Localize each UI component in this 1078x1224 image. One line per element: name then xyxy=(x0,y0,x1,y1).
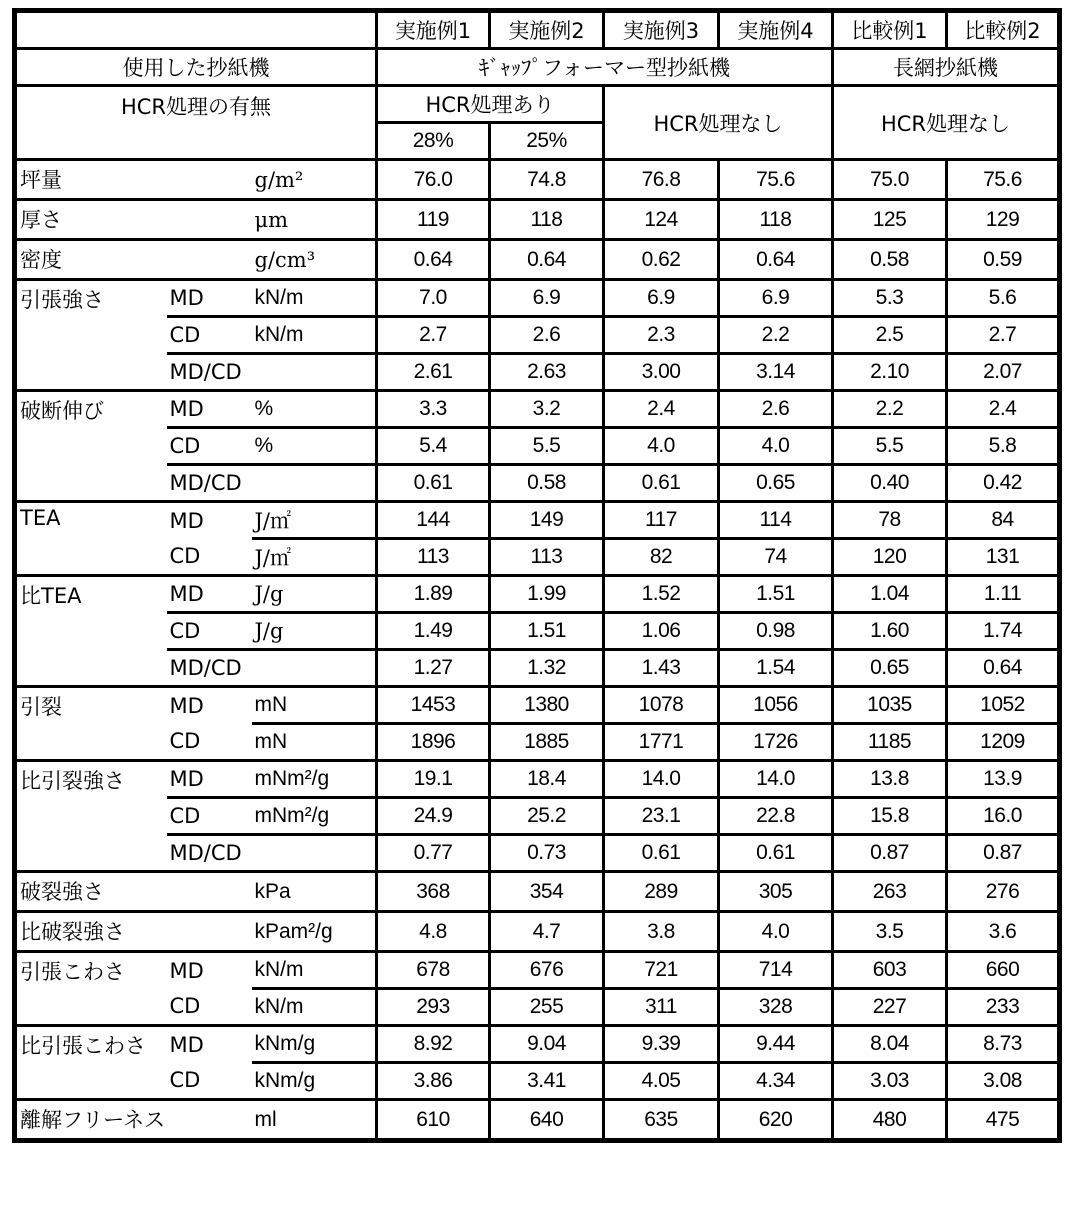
table-row xyxy=(15,576,1060,613)
value-cell: 6.9 xyxy=(719,280,833,317)
value-cell: 76.8 xyxy=(604,160,719,200)
value-cell: 0.62 xyxy=(604,240,719,280)
table-row xyxy=(15,872,1060,912)
value-cell: 263 xyxy=(833,872,947,912)
value-cell: 1.06 xyxy=(604,613,719,650)
value-cell: 8.04 xyxy=(833,1026,947,1063)
table-row xyxy=(15,912,1060,952)
value-cell: 1209 xyxy=(947,724,1060,761)
value-cell: 84 xyxy=(947,502,1060,539)
value-cell: 305 xyxy=(719,872,833,912)
value-cell: 1185 xyxy=(833,724,947,761)
value-cell: 75.0 xyxy=(833,160,947,200)
value-cell: 14.0 xyxy=(604,761,719,798)
table-row xyxy=(15,761,1060,798)
value-cell: 1.11 xyxy=(947,576,1060,613)
value-cell: 3.6 xyxy=(947,912,1060,952)
column-header: 実施例3 xyxy=(604,11,719,49)
value-cell: 3.5 xyxy=(833,912,947,952)
value-cell: 9.39 xyxy=(604,1026,719,1063)
property-label: 厚さ xyxy=(15,200,167,240)
direction-label: CD xyxy=(167,613,252,650)
value-cell: 18.4 xyxy=(490,761,604,798)
value-cell: 5.3 xyxy=(833,280,947,317)
value-cell: 129 xyxy=(947,200,1060,240)
value-cell: 714 xyxy=(719,952,833,989)
value-cell: 635 xyxy=(604,1100,719,1141)
value-cell: 1.43 xyxy=(604,650,719,687)
value-cell: 1.52 xyxy=(604,576,719,613)
direction-label: MD xyxy=(167,502,252,539)
value-cell: 255 xyxy=(490,989,604,1026)
value-cell: 82 xyxy=(604,539,719,576)
value-cell: 149 xyxy=(490,502,604,539)
value-cell: 1453 xyxy=(377,687,490,724)
value-cell: 15.8 xyxy=(833,798,947,835)
value-cell: 5.6 xyxy=(947,280,1060,317)
unit-label: kN/m xyxy=(252,280,377,317)
value-cell: 25.2 xyxy=(490,798,604,835)
direction-label: CD xyxy=(167,798,252,835)
column-header: 比較例1 xyxy=(833,11,947,49)
value-cell: 4.05 xyxy=(604,1063,719,1100)
unit-label: kPa xyxy=(252,872,377,912)
value-cell: 4.0 xyxy=(719,912,833,952)
direction-label: MD xyxy=(167,952,252,989)
direction-label: MD xyxy=(167,1026,252,1063)
value-cell: 75.6 xyxy=(947,160,1060,200)
unit-label: kPam²/g xyxy=(252,912,377,952)
unit-label: μm xyxy=(252,200,377,240)
property-label: 比引裂強さ xyxy=(15,761,167,872)
value-cell: 6.9 xyxy=(604,280,719,317)
value-cell: 0.64 xyxy=(490,240,604,280)
hcr-row xyxy=(15,86,1060,123)
table-row xyxy=(15,989,1060,1026)
direction-label xyxy=(167,912,252,952)
machine-fourdrinier: 長網抄紙機 xyxy=(833,49,1060,86)
value-cell: 2.63 xyxy=(490,354,604,391)
hcr-no-gap-former: HCR処理なし xyxy=(604,86,833,160)
hcr-no-fourdrinier: HCR処理なし xyxy=(833,86,1060,160)
value-cell: 2.2 xyxy=(833,391,947,428)
table-row xyxy=(15,502,1060,539)
table-row xyxy=(15,465,1060,502)
value-cell: 14.0 xyxy=(719,761,833,798)
table-row xyxy=(15,539,1060,576)
property-label: 引裂 xyxy=(15,687,167,761)
value-cell: 2.2 xyxy=(719,317,833,354)
table-row xyxy=(15,1100,1060,1141)
unit-label: mN xyxy=(252,724,377,761)
value-cell: 4.0 xyxy=(719,428,833,465)
value-cell: 2.4 xyxy=(947,391,1060,428)
value-cell: 0.87 xyxy=(947,835,1060,872)
corner-cell xyxy=(15,11,377,49)
direction-label xyxy=(167,1100,252,1141)
value-cell: 2.4 xyxy=(604,391,719,428)
direction-label: MD xyxy=(167,280,252,317)
value-cell: 1.89 xyxy=(377,576,490,613)
value-cell: 676 xyxy=(490,952,604,989)
value-cell: 289 xyxy=(604,872,719,912)
unit-label: % xyxy=(252,428,377,465)
unit-label: g/cm³ xyxy=(252,240,377,280)
value-cell: 1.54 xyxy=(719,650,833,687)
column-header: 比較例2 xyxy=(947,11,1060,49)
value-cell: 1.04 xyxy=(833,576,947,613)
table-row xyxy=(15,200,1060,240)
table-row xyxy=(15,428,1060,465)
value-cell: 0.64 xyxy=(377,240,490,280)
column-header: 実施例1 xyxy=(377,11,490,49)
direction-label: MD xyxy=(167,576,252,613)
table-row xyxy=(15,354,1060,391)
value-cell: 23.1 xyxy=(604,798,719,835)
value-cell: 640 xyxy=(490,1100,604,1141)
value-cell: 75.6 xyxy=(719,160,833,200)
property-label: 引張こわさ xyxy=(15,952,167,1026)
value-cell: 3.41 xyxy=(490,1063,604,1100)
value-cell: 1.51 xyxy=(490,613,604,650)
direction-label: CD xyxy=(167,317,252,354)
value-cell: 9.44 xyxy=(719,1026,833,1063)
value-cell: 113 xyxy=(377,539,490,576)
unit-label: J/g xyxy=(252,576,377,613)
value-cell: 0.61 xyxy=(604,835,719,872)
table-row xyxy=(15,724,1060,761)
value-cell: 5.4 xyxy=(377,428,490,465)
hcr-pct: 25% xyxy=(490,123,604,160)
value-cell: 0.42 xyxy=(947,465,1060,502)
value-cell: 0.58 xyxy=(833,240,947,280)
value-cell: 117 xyxy=(604,502,719,539)
direction-label xyxy=(167,200,252,240)
value-cell: 4.0 xyxy=(604,428,719,465)
value-cell: 5.5 xyxy=(490,428,604,465)
property-label: 離解フリーネス xyxy=(15,1100,167,1141)
value-cell: 4.7 xyxy=(490,912,604,952)
direction-label: MD xyxy=(167,761,252,798)
value-cell: 19.1 xyxy=(377,761,490,798)
property-label: TEA xyxy=(15,502,167,576)
property-label: 比TEA xyxy=(15,576,167,687)
table-row xyxy=(15,687,1060,724)
unit-label: mNm²/g xyxy=(252,761,377,798)
value-cell: 124 xyxy=(604,200,719,240)
table-row xyxy=(15,317,1060,354)
value-cell: 22.8 xyxy=(719,798,833,835)
value-cell: 1885 xyxy=(490,724,604,761)
value-cell: 0.64 xyxy=(947,650,1060,687)
value-cell: 480 xyxy=(833,1100,947,1141)
value-cell: 354 xyxy=(490,872,604,912)
value-cell: 1.99 xyxy=(490,576,604,613)
value-cell: 0.40 xyxy=(833,465,947,502)
value-cell: 1.32 xyxy=(490,650,604,687)
direction-label xyxy=(167,160,252,200)
column-header: 実施例4 xyxy=(719,11,833,49)
hcr-yes: HCR処理あり xyxy=(377,86,604,123)
property-label: 引張強さ xyxy=(15,280,167,391)
table-row xyxy=(15,391,1060,428)
property-label: 破裂強さ xyxy=(15,872,167,912)
value-cell: 6.9 xyxy=(490,280,604,317)
value-cell: 144 xyxy=(377,502,490,539)
unit-label: kN/m xyxy=(252,317,377,354)
unit-label: g/m² xyxy=(252,160,377,200)
hcr-pct: 28% xyxy=(377,123,490,160)
unit-label: kNm/g xyxy=(252,1026,377,1063)
value-cell: 3.2 xyxy=(490,391,604,428)
column-header-row xyxy=(15,11,1060,49)
value-cell: 233 xyxy=(947,989,1060,1026)
value-cell: 8.92 xyxy=(377,1026,490,1063)
value-cell: 4.8 xyxy=(377,912,490,952)
unit-label: J/g xyxy=(252,613,377,650)
value-cell: 3.00 xyxy=(604,354,719,391)
table-row xyxy=(15,1063,1060,1100)
table-row xyxy=(15,613,1060,650)
table-row xyxy=(15,952,1060,989)
direction-label: MD/CD xyxy=(167,835,377,872)
direction-label: CD xyxy=(167,428,252,465)
table-row xyxy=(15,160,1060,200)
hcr-label: HCR処理の有無 xyxy=(15,86,377,160)
unit-label: mNm²/g xyxy=(252,798,377,835)
unit-label: J/㎡ xyxy=(252,502,377,539)
value-cell: 16.0 xyxy=(947,798,1060,835)
value-cell: 0.77 xyxy=(377,835,490,872)
value-cell: 328 xyxy=(719,989,833,1026)
value-cell: 0.59 xyxy=(947,240,1060,280)
value-cell: 0.87 xyxy=(833,835,947,872)
value-cell: 5.8 xyxy=(947,428,1060,465)
unit-label: kNm/g xyxy=(252,1063,377,1100)
property-label: 比破裂強さ xyxy=(15,912,167,952)
direction-label: CD xyxy=(167,989,252,1026)
value-cell: 24.9 xyxy=(377,798,490,835)
value-cell: 1380 xyxy=(490,687,604,724)
direction-label: MD/CD xyxy=(167,354,377,391)
value-cell: 114 xyxy=(719,502,833,539)
value-cell: 227 xyxy=(833,989,947,1026)
paper-properties-table xyxy=(12,8,1062,1143)
direction-label: MD/CD xyxy=(167,650,377,687)
value-cell: 2.07 xyxy=(947,354,1060,391)
value-cell: 2.6 xyxy=(719,391,833,428)
value-cell: 3.08 xyxy=(947,1063,1060,1100)
value-cell: 74 xyxy=(719,539,833,576)
value-cell: 2.3 xyxy=(604,317,719,354)
value-cell: 2.10 xyxy=(833,354,947,391)
value-cell: 1726 xyxy=(719,724,833,761)
value-cell: 74.8 xyxy=(490,160,604,200)
value-cell: 1896 xyxy=(377,724,490,761)
value-cell: 119 xyxy=(377,200,490,240)
value-cell: 1.60 xyxy=(833,613,947,650)
machine-label: 使用した抄紙機 xyxy=(15,49,377,86)
value-cell: 4.34 xyxy=(719,1063,833,1100)
value-cell: 120 xyxy=(833,539,947,576)
value-cell: 3.3 xyxy=(377,391,490,428)
value-cell: 7.0 xyxy=(377,280,490,317)
value-cell: 0.58 xyxy=(490,465,604,502)
value-cell: 1771 xyxy=(604,724,719,761)
value-cell: 0.64 xyxy=(719,240,833,280)
value-cell: 2.6 xyxy=(490,317,604,354)
direction-label: MD/CD xyxy=(167,465,377,502)
table-row xyxy=(15,835,1060,872)
direction-label: MD xyxy=(167,391,252,428)
value-cell: 1052 xyxy=(947,687,1060,724)
unit-label: mN xyxy=(252,687,377,724)
table-row xyxy=(15,240,1060,280)
property-label: 密度 xyxy=(15,240,167,280)
value-cell: 660 xyxy=(947,952,1060,989)
value-cell: 0.61 xyxy=(604,465,719,502)
value-cell: 1.49 xyxy=(377,613,490,650)
value-cell: 0.73 xyxy=(490,835,604,872)
value-cell: 2.7 xyxy=(377,317,490,354)
value-cell: 1035 xyxy=(833,687,947,724)
value-cell: 0.98 xyxy=(719,613,833,650)
column-header: 実施例2 xyxy=(490,11,604,49)
value-cell: 2.5 xyxy=(833,317,947,354)
value-cell: 620 xyxy=(719,1100,833,1141)
value-cell: 2.61 xyxy=(377,354,490,391)
value-cell: 610 xyxy=(377,1100,490,1141)
value-cell: 1056 xyxy=(719,687,833,724)
value-cell: 76.0 xyxy=(377,160,490,200)
value-cell: 113 xyxy=(490,539,604,576)
value-cell: 678 xyxy=(377,952,490,989)
table-row xyxy=(15,1026,1060,1063)
value-cell: 125 xyxy=(833,200,947,240)
value-cell: 293 xyxy=(377,989,490,1026)
value-cell: 8.73 xyxy=(947,1026,1060,1063)
direction-label: MD xyxy=(167,687,252,724)
value-cell: 1078 xyxy=(604,687,719,724)
table-row xyxy=(15,650,1060,687)
value-cell: 5.5 xyxy=(833,428,947,465)
unit-label: ml xyxy=(252,1100,377,1141)
value-cell: 0.65 xyxy=(719,465,833,502)
property-label: 破断伸び xyxy=(15,391,167,502)
machine-gap-former: ｷﾞｬｯﾌﾟフォーマー型抄紙機 xyxy=(377,49,833,86)
value-cell: 3.86 xyxy=(377,1063,490,1100)
value-cell: 475 xyxy=(947,1100,1060,1141)
property-label: 坪量 xyxy=(15,160,167,200)
direction-label: CD xyxy=(167,724,252,761)
value-cell: 9.04 xyxy=(490,1026,604,1063)
value-cell: 3.14 xyxy=(719,354,833,391)
unit-label: % xyxy=(252,391,377,428)
value-cell: 13.8 xyxy=(833,761,947,798)
value-cell: 276 xyxy=(947,872,1060,912)
value-cell: 0.61 xyxy=(719,835,833,872)
unit-label: kN/m xyxy=(252,989,377,1026)
machine-row xyxy=(15,49,1060,86)
value-cell: 0.65 xyxy=(833,650,947,687)
value-cell: 13.9 xyxy=(947,761,1060,798)
value-cell: 1.27 xyxy=(377,650,490,687)
unit-label: kN/m xyxy=(252,952,377,989)
value-cell: 368 xyxy=(377,872,490,912)
value-cell: 118 xyxy=(719,200,833,240)
direction-label: CD xyxy=(167,1063,252,1100)
value-cell: 118 xyxy=(490,200,604,240)
direction-label xyxy=(167,872,252,912)
value-cell: 1.51 xyxy=(719,576,833,613)
direction-label xyxy=(167,240,252,280)
table-row xyxy=(15,798,1060,835)
direction-label: CD xyxy=(167,539,252,576)
value-cell: 131 xyxy=(947,539,1060,576)
value-cell: 311 xyxy=(604,989,719,1026)
value-cell: 78 xyxy=(833,502,947,539)
value-cell: 1.74 xyxy=(947,613,1060,650)
property-label: 比引張こわさ xyxy=(15,1026,167,1100)
value-cell: 3.03 xyxy=(833,1063,947,1100)
unit-label: J/㎡ xyxy=(252,539,377,576)
value-cell: 603 xyxy=(833,952,947,989)
value-cell: 3.8 xyxy=(604,912,719,952)
value-cell: 2.7 xyxy=(947,317,1060,354)
value-cell: 0.61 xyxy=(377,465,490,502)
value-cell: 721 xyxy=(604,952,719,989)
table-row xyxy=(15,280,1060,317)
